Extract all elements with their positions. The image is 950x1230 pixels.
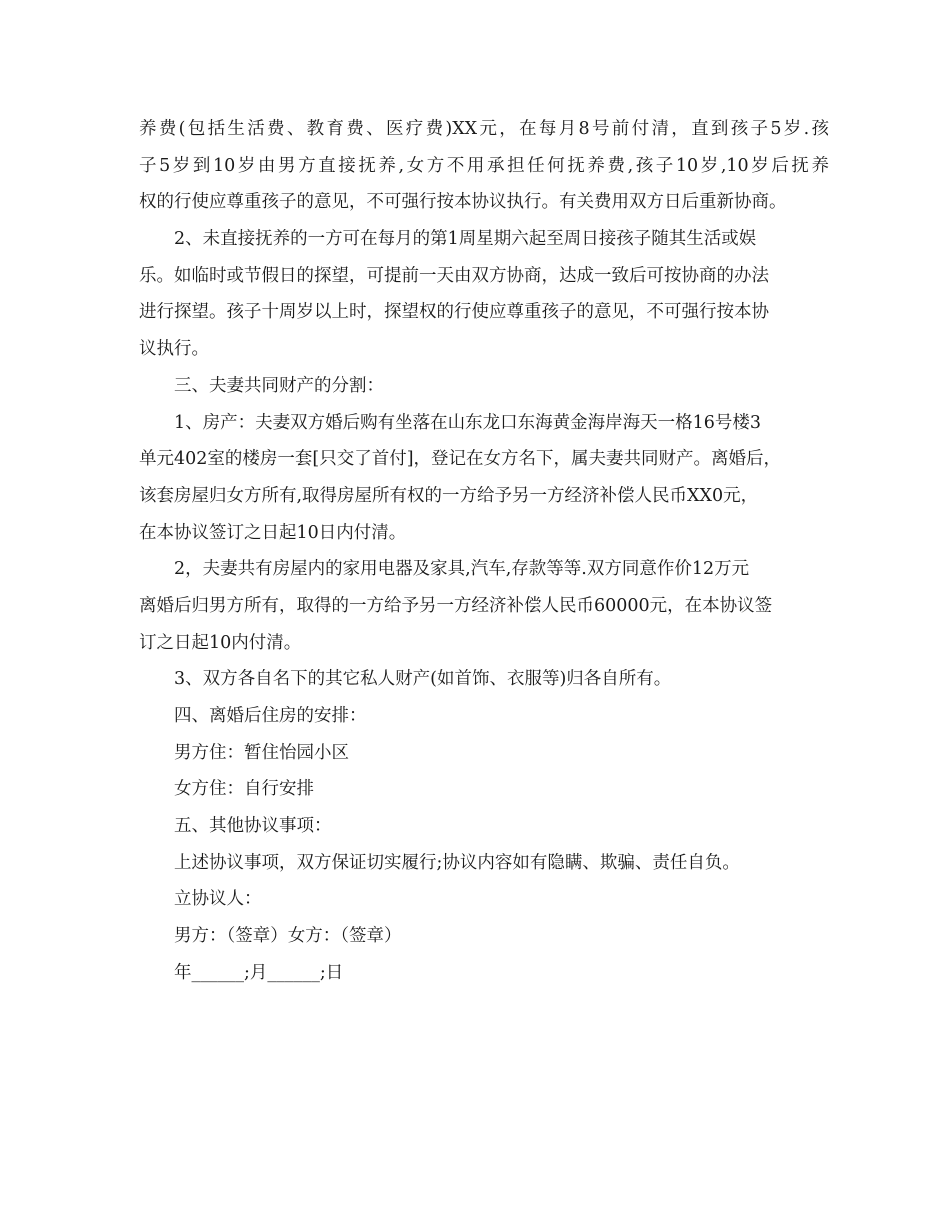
paragraph-line: 权的行使应尊重孩子的意见，不可强行按本协议执行。有关费用双方日后重新协商。 [139, 192, 787, 213]
paragraph-line: 男方住：暂住怡园小区 [174, 742, 349, 763]
document-body [139, 111, 829, 992]
paragraph-line: 议执行。 [139, 339, 209, 360]
paragraph-line: 在本协议签订之日起10日内付清。 [139, 522, 407, 543]
paragraph-line: 2、未直接抚养的一方可在每月的第1周星期六起至周日接孩子随其生活或娱 [174, 229, 757, 250]
signature-line: 男方：（签章）女方：（签章） [174, 926, 402, 947]
paragraph-line: 单元402室的楼房一套[只交了首付]，登记在女方名下，属夫妻共同财产。离婚后， [139, 449, 782, 470]
date-line: 年______;月______;日 [174, 962, 344, 983]
paragraph-line: 子5岁到10岁由男方直接抚养,女方不用承担任何抚养费,孩子10岁,10岁后抚养 [139, 155, 829, 176]
paragraph-line: 乐。如临时或节假日的探望，可提前一天由双方协商，达成一致后可按协商的办法 [139, 265, 769, 286]
signatory-label: 立协议人： [174, 889, 262, 910]
paragraph-line: 1、房产：夫妻双方婚后购有坐落在山东龙口东海黄金海岸海天一格16号楼3 [174, 412, 762, 433]
paragraph-line: 订之日起10内付清。 [139, 632, 302, 653]
paragraph-line: 离婚后归男方所有，取得的一方给予另一方经济补偿人民币60000元，在本协议签 [139, 595, 773, 616]
paragraph-line: 该套房屋归女方所有,取得房屋所有权的一方给予另一方经济补偿人民币XX0元， [139, 485, 759, 506]
section-heading: 三、夫妻共同财产的分割： [174, 375, 384, 396]
section-heading: 四、离婚后住房的安排： [174, 706, 367, 726]
paragraph-line: 3、双方各自名下的其它私人财产(如首饰、衣服等)归各自所有。 [174, 669, 672, 690]
paragraph-line: 上述协议事项，双方保证切实履行;协议内容如有隐瞒、欺骗、责任自负。 [174, 852, 740, 873]
paragraph-line: 进行探望。孩子十周岁以上时，探望权的行使应尊重孩子的意见，不可强行按本协 [139, 302, 769, 323]
paragraph-line: 女方住：自行安排 [174, 779, 314, 800]
section-heading: 五、其他协议事项： [174, 816, 332, 837]
paragraph-line: 2，夫妻共有房屋内的家用电器及家具,汽车,存款等等.双方同意作价12万元 [174, 559, 750, 580]
paragraph-line: 养费(包括生活费、教育费、医疗费)XX元，在每月8号前付清，直到孩子5岁.孩 [139, 119, 829, 139]
